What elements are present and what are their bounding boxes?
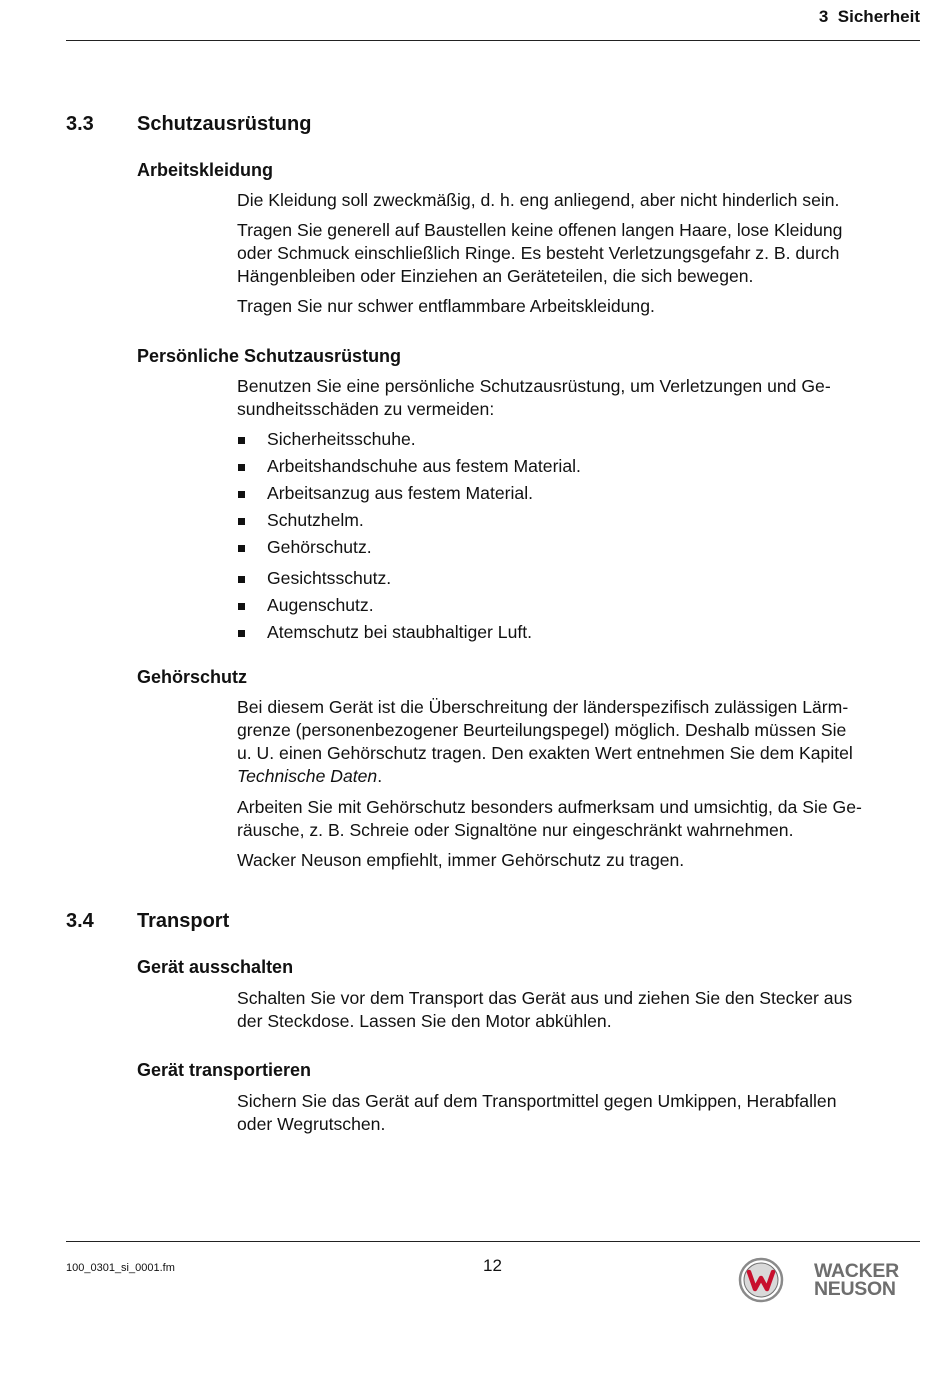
paragraph <box>237 375 921 421</box>
chapter-reference: Technische Daten <box>237 766 378 786</box>
paragraph: Die Kleidung soll zweckmäßig, d. h. eng anliegend, aber nicht hinderlich sein. <box>237 190 840 210</box>
text-line: Benutzen Sie eine persönliche Schutzausrüstung, um Verletzungen und Ge- <box>237 376 831 396</box>
square-bullet-icon <box>238 603 245 610</box>
file-name: 100_0301_si_0001.fm <box>66 1262 175 1274</box>
paragraph <box>237 796 921 842</box>
text-line: Bei diesem Gerät ist die Überschreitung der länderspezifisch zulässigen Lärm- <box>237 697 849 717</box>
square-bullet-icon <box>238 545 245 552</box>
page-number: 12 <box>483 1256 502 1275</box>
text-line: Arbeiten Sie mit Gehörschutz besonders aufmerksam und umsichtig, da Sie Ge- <box>237 797 862 817</box>
subheading-gehoerschutz: Gehörschutz <box>137 667 248 687</box>
list-item: Gehörschutz. <box>237 536 372 559</box>
square-bullet-icon <box>238 491 245 498</box>
text-line: Hängenbleiben oder Einziehen an Geräteteilen, die sich bewegen. <box>237 266 754 286</box>
paragraph <box>237 1090 921 1136</box>
text-line: Technische Daten. <box>237 766 383 786</box>
text-line: Sichern Sie das Gerät auf dem Transportmittel gegen Umkippen, Herabfallen <box>237 1091 837 1111</box>
text-line: räusche, z. B. Schreie oder Signaltöne nur eingeschränkt wahrnehmen. <box>237 820 794 840</box>
section-number: 3.3 <box>66 113 94 135</box>
paragraph: Wacker Neuson empfiehlt, immer Gehörschutz zu tragen. <box>237 850 685 870</box>
square-bullet-icon <box>238 464 245 471</box>
text-line: der Steckdose. Lassen Sie den Motor abkühlen. <box>237 1011 612 1031</box>
text-line: Schalten Sie vor dem Transport das Gerät aus und ziehen Sie den Stecker aus <box>237 988 853 1008</box>
brand-line: NEUSON <box>814 1278 896 1300</box>
square-bullet-icon <box>238 437 245 444</box>
subheading-arbeitskleidung: Arbeitskleidung <box>137 160 274 180</box>
subheading-ausschalten: Gerät ausschalten <box>137 957 294 977</box>
footer-divider <box>66 1241 920 1242</box>
paragraph <box>237 696 921 788</box>
paragraph: Tragen Sie nur schwer entflammbare Arbeitskleidung. <box>237 296 655 316</box>
square-bullet-icon <box>238 518 245 525</box>
list-item: Augenschutz. <box>237 594 374 617</box>
subheading-psa: Persönliche Schutzausrüstung <box>137 346 402 366</box>
list-item: Arbeitsanzug aus festem Material. <box>237 482 533 505</box>
paragraph <box>237 987 921 1033</box>
section-number: 3.4 <box>66 910 94 932</box>
text-line: sundheitsschäden zu vermeiden: <box>237 399 495 419</box>
wacker-neuson-logo-icon <box>738 1257 784 1303</box>
brand-wordmark <box>814 1262 899 1298</box>
text-line: Tragen Sie generell auf Baustellen keine offenen langen Haare, lose Kleidung <box>237 220 843 240</box>
list-item: Schutzhelm. <box>237 509 364 532</box>
paragraph <box>237 219 921 288</box>
list-item: Sicherheitsschuhe. <box>237 428 416 451</box>
list-item: Atemschutz bei staubhaltiger Luft. <box>237 621 532 644</box>
list-item: Gesichtsschutz. <box>237 567 391 590</box>
subheading-transportieren: Gerät transportieren <box>137 1060 312 1080</box>
header-divider <box>66 40 920 41</box>
section-title: Schutzausrüstung <box>137 113 312 135</box>
brand-line: WACKER <box>814 1260 899 1282</box>
text-line: u. U. einen Gehörschutz tragen. Den exakten Wert entnehmen Sie dem Kapitel <box>237 743 853 763</box>
chapter-title: 3 Sicherheit <box>818 7 920 26</box>
list-item: Arbeitshandschuhe aus festem Material. <box>237 455 581 478</box>
square-bullet-icon <box>238 630 245 637</box>
section-title: Transport <box>137 910 230 932</box>
text-line: oder Schmuck einschließlich Ringe. Es besteht Verletzungsgefahr z. B. durch <box>237 243 840 263</box>
text-line: oder Wegrutschen. <box>237 1114 386 1134</box>
text-line: grenze (personenbezogener Beurteilungspegel) möglich. Deshalb müssen Sie <box>237 720 847 740</box>
square-bullet-icon <box>238 576 245 583</box>
